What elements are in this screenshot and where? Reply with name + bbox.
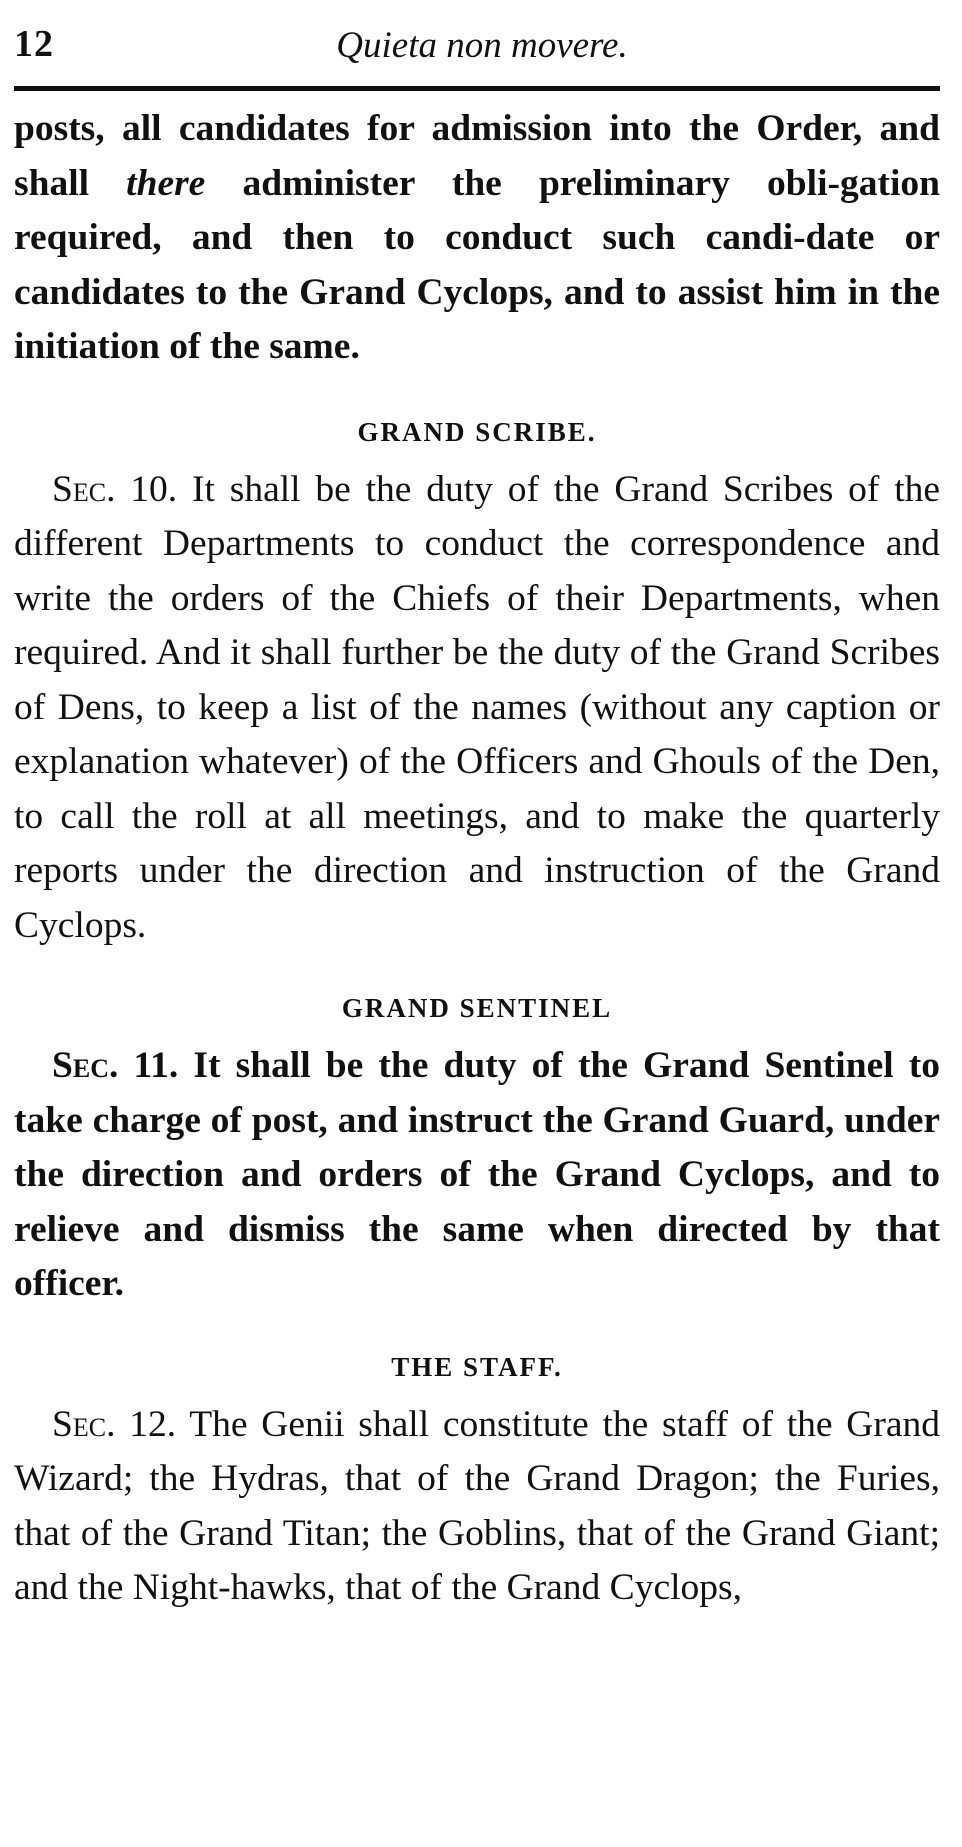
section-number: 12. — [129, 1403, 177, 1445]
opening-text-start: posts, all candidates for admission into the Order, and shall — [14, 108, 940, 204]
section-10-paragraph — [14, 463, 940, 954]
opening-text-end: administer the preliminary obli-gation required, and then to conduct such candi-date or candidates to the Grand Cyclops, and to assist him in the initiation of the same. — [14, 162, 940, 367]
section-number: 11. — [133, 1045, 179, 1086]
section-number: 10. — [130, 468, 178, 510]
section-label: Sec. — [52, 468, 116, 510]
section-heading-grand-sentinel: GRAND SENTINEL — [341, 993, 613, 1023]
section-heading-grand-scribe: GRAND SCRIBE. — [357, 416, 597, 447]
running-title: Quieta non movere. — [336, 25, 628, 66]
header-rule — [14, 86, 940, 91]
opening-emphasis: there — [126, 162, 206, 204]
section-11-paragraph — [14, 1039, 940, 1312]
book-page — [14, 0, 940, 1847]
body-text — [14, 102, 940, 1616]
section-heading-the-staff: THE STAFF. — [391, 1351, 563, 1382]
section-label: Sec. — [52, 1403, 116, 1445]
section-12-paragraph — [14, 1398, 940, 1616]
section-text: It shall be the duty of the Grand Sentinel to take charge of post, and instruct the Grand Guard, under the direction and orders of the Grand Cyclops, and to relieve and dismiss the same when directed by that officer. — [14, 1045, 940, 1304]
running-head — [14, 22, 940, 78]
section-label: Sec. — [52, 1045, 119, 1086]
section-text: The Genii shall constitute the staff of the Grand Wizard; the Hydras, that of the Grand Dragon; the Furies, that of the Grand Titan; the Goblins, that of the Grand Giant; and the Night-hawks, that of the Grand Cyclops, — [14, 1403, 941, 1608]
opening-paragraph — [14, 102, 940, 375]
page-number: 12 — [14, 23, 54, 65]
section-text: It shall be the duty of the Grand Scribes of the different Departments to conduct the correspondence and write the orders of the Chiefs of their Departments, when required. And it shall further be the duty of the Grand Scribes of Dens, to keep a list of the names (without any caption or explanation whatever) of the Officers and Ghouls of the Den, to call the roll at all meetings, and to make the quarterly reports under the direction and instruction of the Grand Cyclops. — [14, 468, 941, 946]
